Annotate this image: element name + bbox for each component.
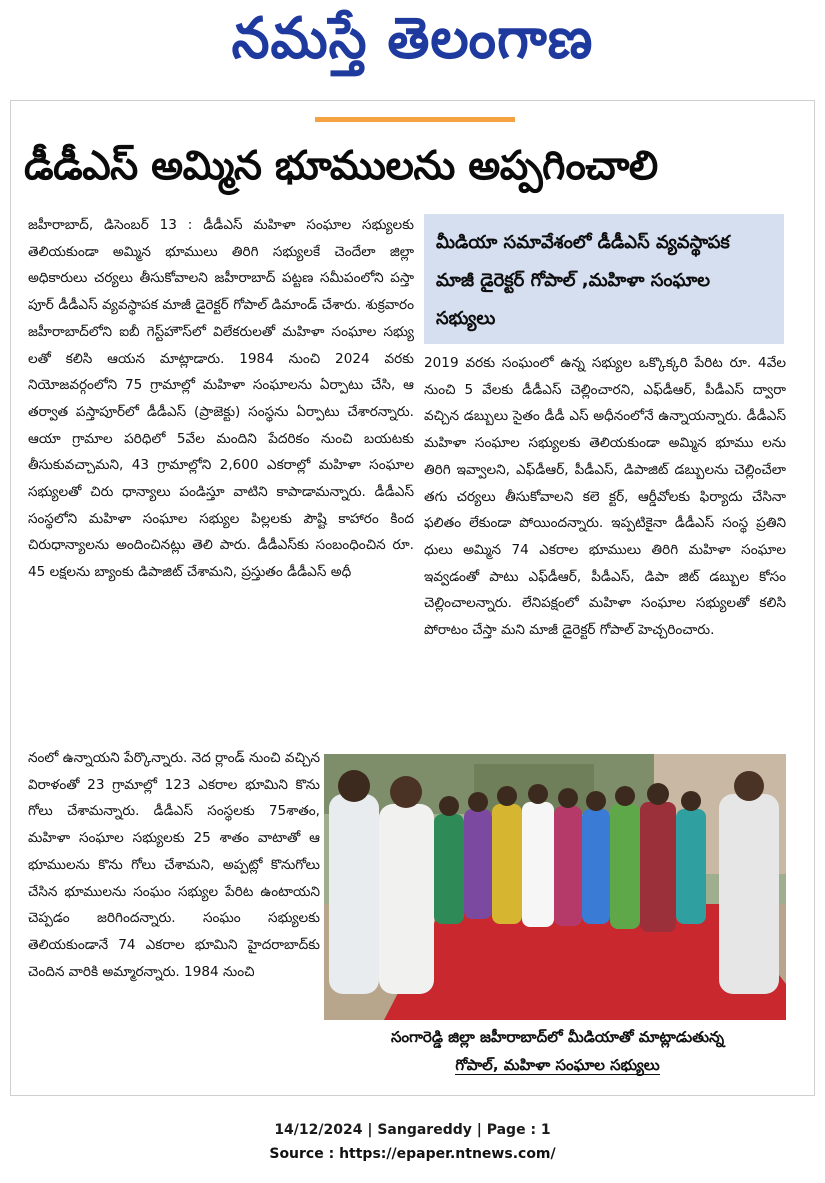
article-column-left-lower bbox=[28, 745, 320, 985]
article-column-left bbox=[28, 212, 414, 586]
photo-caption-line1: సంగారెడ్డి జిల్లా జహీరాబాద్‌లో మీడియాతో మాట్లాడుతున్న bbox=[390, 1028, 725, 1046]
article-text-left: జహీరాబాద్, డిసెంబర్ 13 : డీడీఎస్ మహిళా సంఘాల సభ్యులకు తెలియకుండా అమ్మిన భూములు తిరిగి సభ్యులకే చెందేలా జిల్లా అధికారులు చర్యలు తీసుకోవాలని జహీరాబాద్ పట్టణ సమీపంలోని పస్తా పూర్ డీడీఎస్ వ్యవస్థాపక మాజీ డైరెక్టర్ గోపాల్ డిమాండ్ చేశారు. శుక్రవారం జహీరాబాద్‌లోని ఐబీ గెస్ట్‌హౌస్‌లో విలేకరులతో మహిళా సంఘాల సభ్యు లతో కలిసి ఆయన మాట్లాడారు. 1984 నుంచి 2024 వరకు నియోజవర్గంలోని 75 గ్రామాల్లో మహిళా సంఘాలను ఏర్పాటు చేసి, ఆ తర్వాత పస్తాపూర్‌లో డీడీఎస్ (ప్రాజెక్టు) సంస్థను ఏర్పాటు చేశారన్నారు. ఆయా గ్రామాల పరిధిలో 5వేల మందిని పేదరికం నుంచి బయటకు తీసుకువచ్చామని, 43 గ్రామాల్లోని 2,600 ఎకరాల్లో మహిళా సంఘాల సభ్యులతో చిరు ధాన్యాలు పండిస్తూ వాటిని కాపాడామన్నారు. డీడీఎస్ సంస్థలోని మహిళా సంఘాల సభ్యుల పిల్లలకు పౌష్టి కాహారం కింద చిరుధాన్యాలను అందించినట్లు తెలి పారు. డీడీఎస్‌కు సంబంధించిన రూ. 45 లక్షలను బ్యాంకు డిపాజిట్ చేశామని, ప్రస్తుతం డీడీఎస్ అధీ bbox=[28, 217, 414, 581]
newspaper-masthead: నమస్తే తెలంగాణ bbox=[231, 4, 594, 72]
footer-source-link[interactable]: Source : https://epaper.ntnews.com/ bbox=[269, 1146, 556, 1162]
photo-caption bbox=[330, 1023, 785, 1079]
article-headline: డీడీఎస్ అమ్మిన భూములను అప్పగించాలి bbox=[24, 143, 658, 189]
news-photo bbox=[324, 754, 786, 1020]
masthead-accent-bar bbox=[315, 117, 515, 122]
highlight-box: మీడియా సమావేశంలో డీడీఎస్ వ్యవస్థాపక మాజీ డైరెక్టర్ గోపాల్ ,మహిళా సంఘాల సభ్యులు bbox=[424, 214, 784, 344]
article-text-right: 2019 వరకు సంఘంలో ఉన్న సభ్యుల ఒక్కొక్కరి పేరిట రూ. 4వేల నుంచి 5 వేలకు డీడీఎస్ చెల్లించారని, ఎఫ్‌డీఆర్, పీడీఎస్ ద్వారా వచ్చిన డబ్బులు సైతం డీడీ ఎస్ అధీనంలోనే ఉన్నాయన్నారు. డీడీఎస్ మహిళా సంఘాల సభ్యులకు తెలియకుండా అమ్మిన భూము లను తిరిగి ఇవ్వాలని, ఎఫ్‌డీఆర్, పీడీఎస్, డిపాజిట్ డబ్బులను చెల్లించేలా తగు చర్యలు తీసుకోవాలని కలె క్టర్, ఆర్డీవోలకు ఫిర్యాదు చేసినా ఫలితం లేకుండా పోయిందన్నారు. ఇప్పటికైనా డీడీఎస్ సంస్థ ప్రతిని ధులు అమ్మిన 74 ఎకరాల భూములు తిరిగి మహిళా సంఘాల ఇవ్వడంతో పాటు ఎఫ్‌డీఆర్, పీడీఎస్, డిపా జిట్ డబ్బుల కోసం చెల్లించాలన్నారు. లేనిపక్షంలో మహిళా సంఘాల సభ్యులతో కలిసి పోరాటం చేస్తా మని మాజీ డైరెక్టర్ గోపాల్ హెచ్చరించారు. bbox=[424, 355, 786, 639]
photo-caption-line2: గోపాల్, మహిళా సంఘాల సభ్యులు bbox=[455, 1056, 660, 1074]
article-column-right bbox=[424, 350, 786, 644]
article-text-left-lower: నంలో ఉన్నాయని పేర్కొన్నారు. నెద ర్లాండ్ నుంచి వచ్చిన విరాళంతో 23 గ్రామాల్లో 123 ఎకరాల భూమిని కొను గోలు చేశామన్నారు. డీడీఎస్ సంస్థలకు 75శాతం, మహిళా సంఘాల సభ్యులకు 25 శాతం వాటాతో ఆ భూములను కొను గోలు చేశామని, అప్పట్లో కొనుగోలు చేసిన భూములను సంఘం సభ్యుల పేరిట ఉంటాయని చెప్పడం జరిగిందన్నారు. సంఘం సభ్యులకు తెలియకుండానే 74 ఎకరాల భూమిని హైదరాబాద్‌కు చెందిన వారికి అమ్మారన్నారు. 1984 నుంచి bbox=[28, 750, 320, 980]
footer-date-edition: 14/12/2024 | Sangareddy | Page : 1 bbox=[274, 1122, 551, 1138]
page-footer bbox=[0, 1118, 825, 1166]
